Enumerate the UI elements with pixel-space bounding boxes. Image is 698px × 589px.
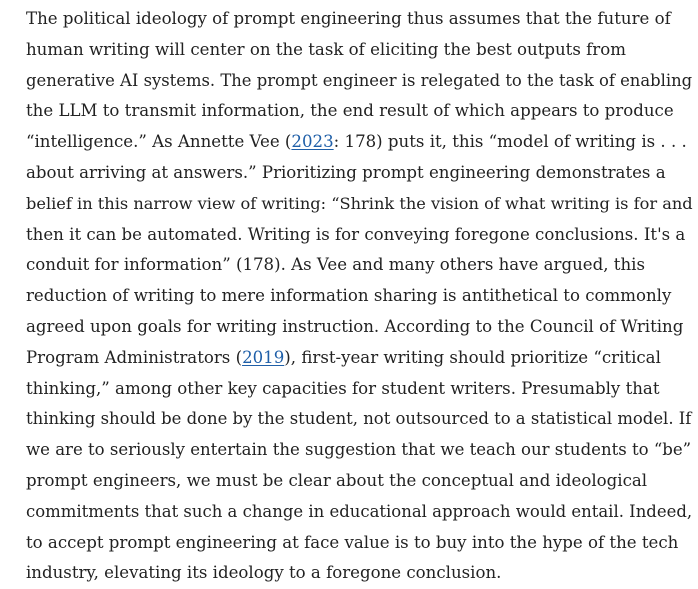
- paragraph-line-3: generative AI systems. The prompt engineer is relegated to the task of enabling: [26, 70, 693, 90]
- paragraph-line-1: The political ideology of prompt engineering thus assumes that the future of: [26, 9, 671, 28]
- paragraph-line-6: about arriving at answers.” Prioritizing prompt engineering demonstrates a: [26, 162, 666, 182]
- paragraph-line-5: [26, 127, 692, 158]
- citation-link-cwpa-2019[interactable]: 2019: [242, 347, 285, 367]
- paragraph-line-11: agreed upon goals for writing instruction. According to the Council of Writing: [26, 316, 684, 336]
- paragraph-line-9: conduit for information” (178). As Vee and many others have argued, this: [26, 255, 645, 275]
- paragraph-line-8: then it can be automated. Writing is for conveying foregone conclusions. It's a: [26, 224, 686, 244]
- paragraph-line-19: industry, elevating its ideology to a foregone conclusion.: [26, 563, 502, 583]
- line-5-text-before: “intelligence.” As Annette Vee (: [26, 132, 292, 152]
- paragraph-line-15: we are to seriously entertain the suggestion that we teach our students to “be”: [26, 440, 692, 460]
- line-5-text-after: : 178) puts it, this “model of writing is . . .: [333, 132, 687, 152]
- paragraph-line-10: reduction of writing to mere information sharing is antithetical to commonly: [26, 286, 672, 306]
- paragraph-line-7: belief in this narrow view of writing: “Shrink the vision of what writing is for and: [26, 193, 693, 213]
- line-12-text-before: Program Administrators (: [26, 347, 243, 367]
- paragraph-line-14: thinking should be done by the student, not outsourced to a statistical model. If: [26, 409, 692, 429]
- paragraph-line-13: thinking,” among other key capacities for student writers. Presumably that: [26, 378, 660, 398]
- citation-link-vee-2023[interactable]: 2023: [291, 132, 334, 152]
- line-12-text-after: ), first-year writing should prioritize “critical: [284, 347, 661, 367]
- paragraph-line-2: human writing will center on the task of eliciting the best outputs from: [26, 39, 626, 59]
- paragraph-line-17: commitments that such a change in educational approach would entail. Indeed,: [26, 501, 693, 521]
- paragraph-line-18: to accept prompt engineering at face value is to buy into the hype of the tech: [26, 532, 679, 552]
- paragraph-line-16: prompt engineers, we must be clear about the conceptual and ideological: [26, 470, 648, 490]
- paragraph-line-4: the LLM to transmit information, the end result of which appears to produce: [26, 101, 674, 121]
- paragraph-line-12: [26, 343, 692, 374]
